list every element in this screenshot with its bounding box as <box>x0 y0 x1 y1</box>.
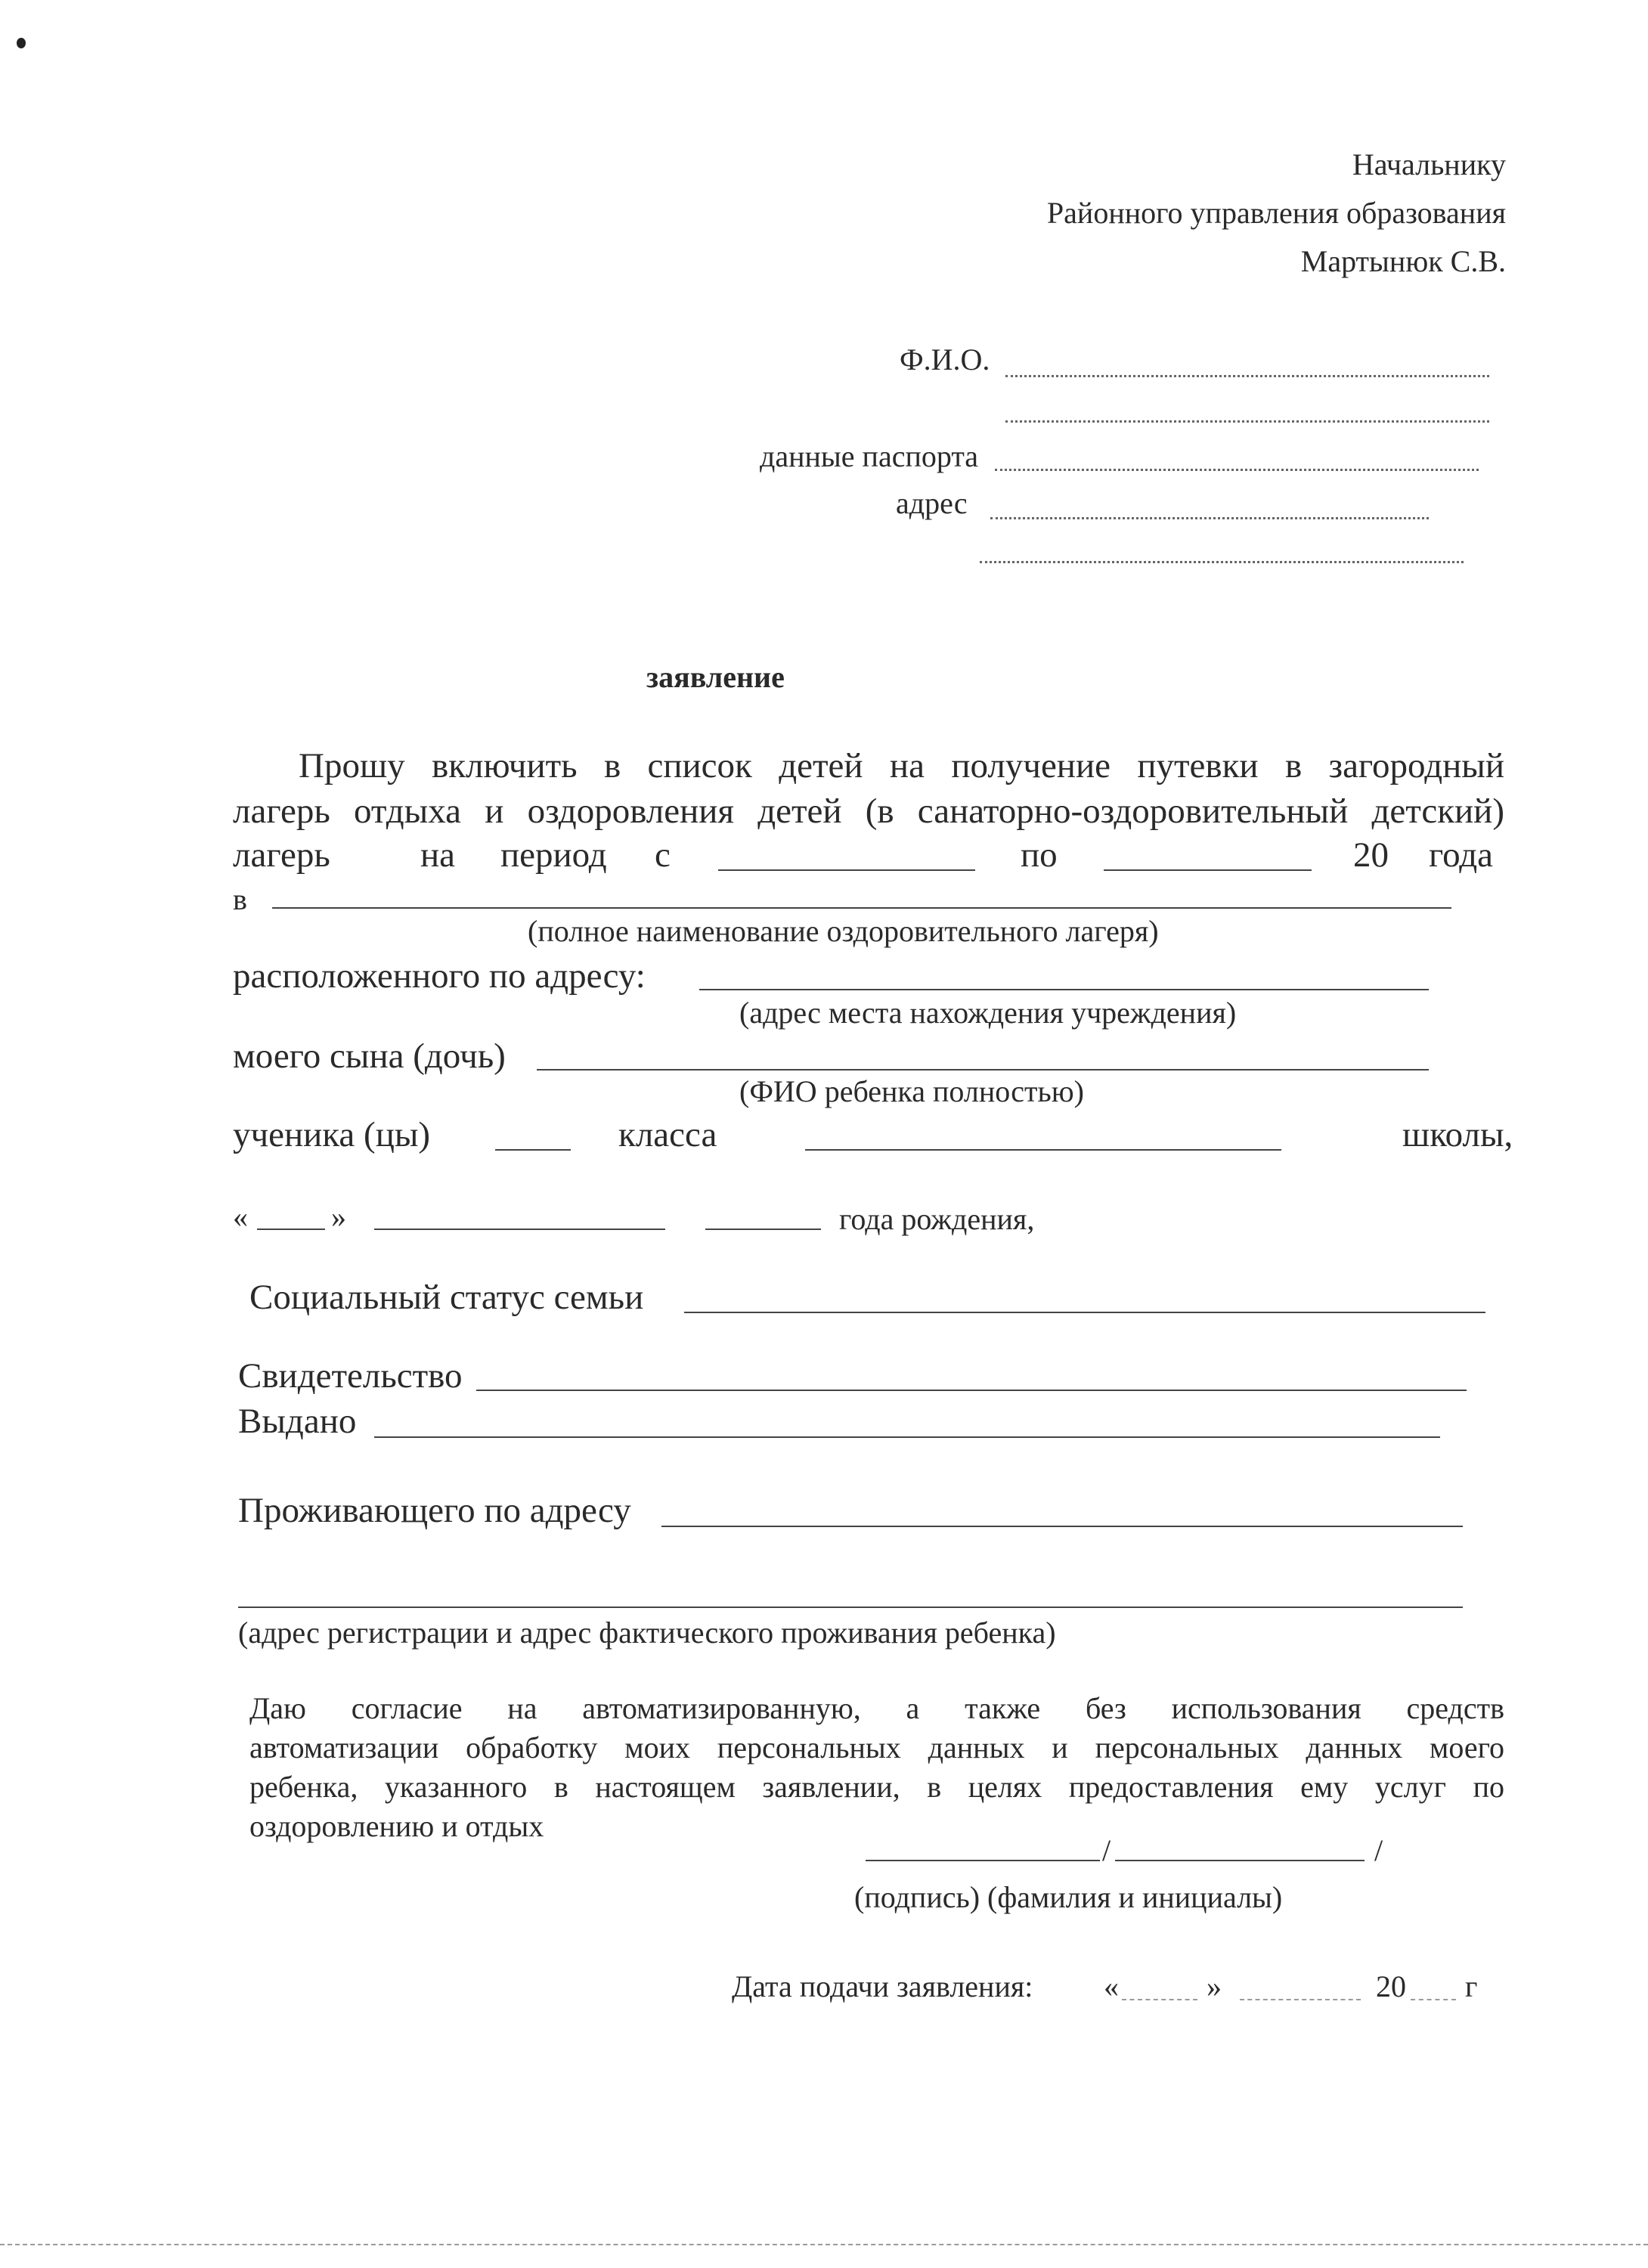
located-address-field[interactable] <box>699 989 1429 990</box>
birth-day-open-quote: « <box>233 1200 248 1234</box>
date-close-quote: » <box>1207 1969 1222 2003</box>
request-text-line-1: Прошу включить в список детей на получение путевки в загородный <box>299 746 1504 785</box>
to-word: по <box>1021 835 1058 875</box>
located-label: расположенного по адресу: <box>233 956 646 996</box>
scan-speck <box>17 38 26 48</box>
birth-day-close-quote: » <box>331 1200 346 1234</box>
signature-slash-1: / <box>1102 1833 1111 1867</box>
date-day-field[interactable] <box>1122 1999 1197 2000</box>
submission-date-label: Дата подачи заявления: <box>732 1969 1033 2003</box>
residing-address-hint: (адрес регистрации и адрес фактического проживания ребенка) <box>238 1616 1056 1650</box>
residing-label: Проживающего по адресу <box>238 1491 631 1530</box>
signature-slash-2: / <box>1374 1833 1383 1867</box>
addressee-title: Начальнику <box>1352 147 1506 181</box>
social-status-field[interactable] <box>684 1312 1485 1313</box>
camp-name-hint: (полное наименование оздоровительного лагеря) <box>528 914 1159 948</box>
residing-address-field-2[interactable] <box>238 1606 1463 1608</box>
date-month-field[interactable] <box>1240 1999 1361 2000</box>
fio-field-line-1[interactable] <box>1005 375 1489 377</box>
scan-bottom-edge <box>0 2244 1648 2245</box>
period-end-field[interactable] <box>1104 869 1312 871</box>
birth-label: года рождения, <box>839 1202 1035 1236</box>
certificate-field[interactable] <box>476 1390 1467 1391</box>
birth-year-field[interactable] <box>705 1228 821 1230</box>
year-prefix: 20 <box>1353 835 1389 875</box>
school-label: школы, <box>1402 1115 1513 1154</box>
date-year-prefix: 20 <box>1376 1969 1406 2003</box>
camp-name-field[interactable] <box>272 907 1451 909</box>
social-status-label: Социальный статус семьи <box>249 1278 644 1317</box>
fio-label: Ф.И.О. <box>900 342 990 376</box>
document-title: заявление <box>646 660 785 694</box>
consent-line-3: ребенка, указанного в настоящем заявлении, в целях предоставления ему услуг по <box>249 1770 1504 1804</box>
year-word: года <box>1429 835 1494 875</box>
pupil-label: ученика (цы) <box>233 1115 431 1154</box>
consent-line-4: оздоровлению и отдых <box>249 1809 544 1843</box>
child-label: моего сына (дочь) <box>233 1036 506 1076</box>
birth-month-field[interactable] <box>374 1228 665 1230</box>
class-label: класса <box>618 1115 717 1154</box>
issued-label: Выдано <box>238 1402 357 1441</box>
on-word: на <box>420 835 456 875</box>
child-name-field[interactable] <box>537 1069 1429 1070</box>
issued-field[interactable] <box>374 1436 1440 1438</box>
birth-day-field[interactable] <box>257 1228 325 1230</box>
period-start-field[interactable] <box>718 869 975 871</box>
address-label: адрес <box>896 486 968 520</box>
residing-address-field-1[interactable] <box>661 1526 1463 1527</box>
school-field[interactable] <box>805 1149 1281 1151</box>
passport-label: данные паспорта <box>760 439 979 473</box>
period-word: период <box>500 835 607 875</box>
request-text-line-2: лагерь отдыха и оздоровления детей (в санаторно-оздоровительный детский) <box>233 792 1504 831</box>
address-field-line-1[interactable] <box>990 517 1429 519</box>
date-open-quote: « <box>1104 1969 1119 2003</box>
camp-word: лагерь <box>233 835 330 875</box>
class-number-field[interactable] <box>495 1149 571 1151</box>
in-label: в <box>233 882 247 916</box>
child-name-hint: (ФИО ребенка полностью) <box>739 1074 1084 1108</box>
initials-field[interactable] <box>1115 1860 1365 1861</box>
address-field-line-2[interactable] <box>980 561 1464 563</box>
from-word: с <box>655 835 671 875</box>
passport-field-line[interactable] <box>995 469 1479 471</box>
date-year-field[interactable] <box>1411 1999 1456 2000</box>
date-year-suffix: г <box>1465 1969 1478 2003</box>
signature-hint: (подпись) (фамилия и инициалы) <box>854 1880 1283 1914</box>
signature-field[interactable] <box>866 1860 1100 1861</box>
consent-line-1: Даю согласие на автоматизированную, а также без использования средств <box>249 1691 1504 1725</box>
fio-field-line-2[interactable] <box>1005 420 1489 423</box>
consent-line-2: автоматизации обработку моих персональных данных и персональных данных моего <box>249 1730 1504 1765</box>
addressee-name: Мартынюк С.В. <box>1300 244 1506 278</box>
addressee-department: Районного управления образования <box>1046 196 1506 230</box>
certificate-label: Свидетельство <box>238 1356 463 1396</box>
located-address-hint: (адрес места нахождения учреждения) <box>739 996 1237 1030</box>
